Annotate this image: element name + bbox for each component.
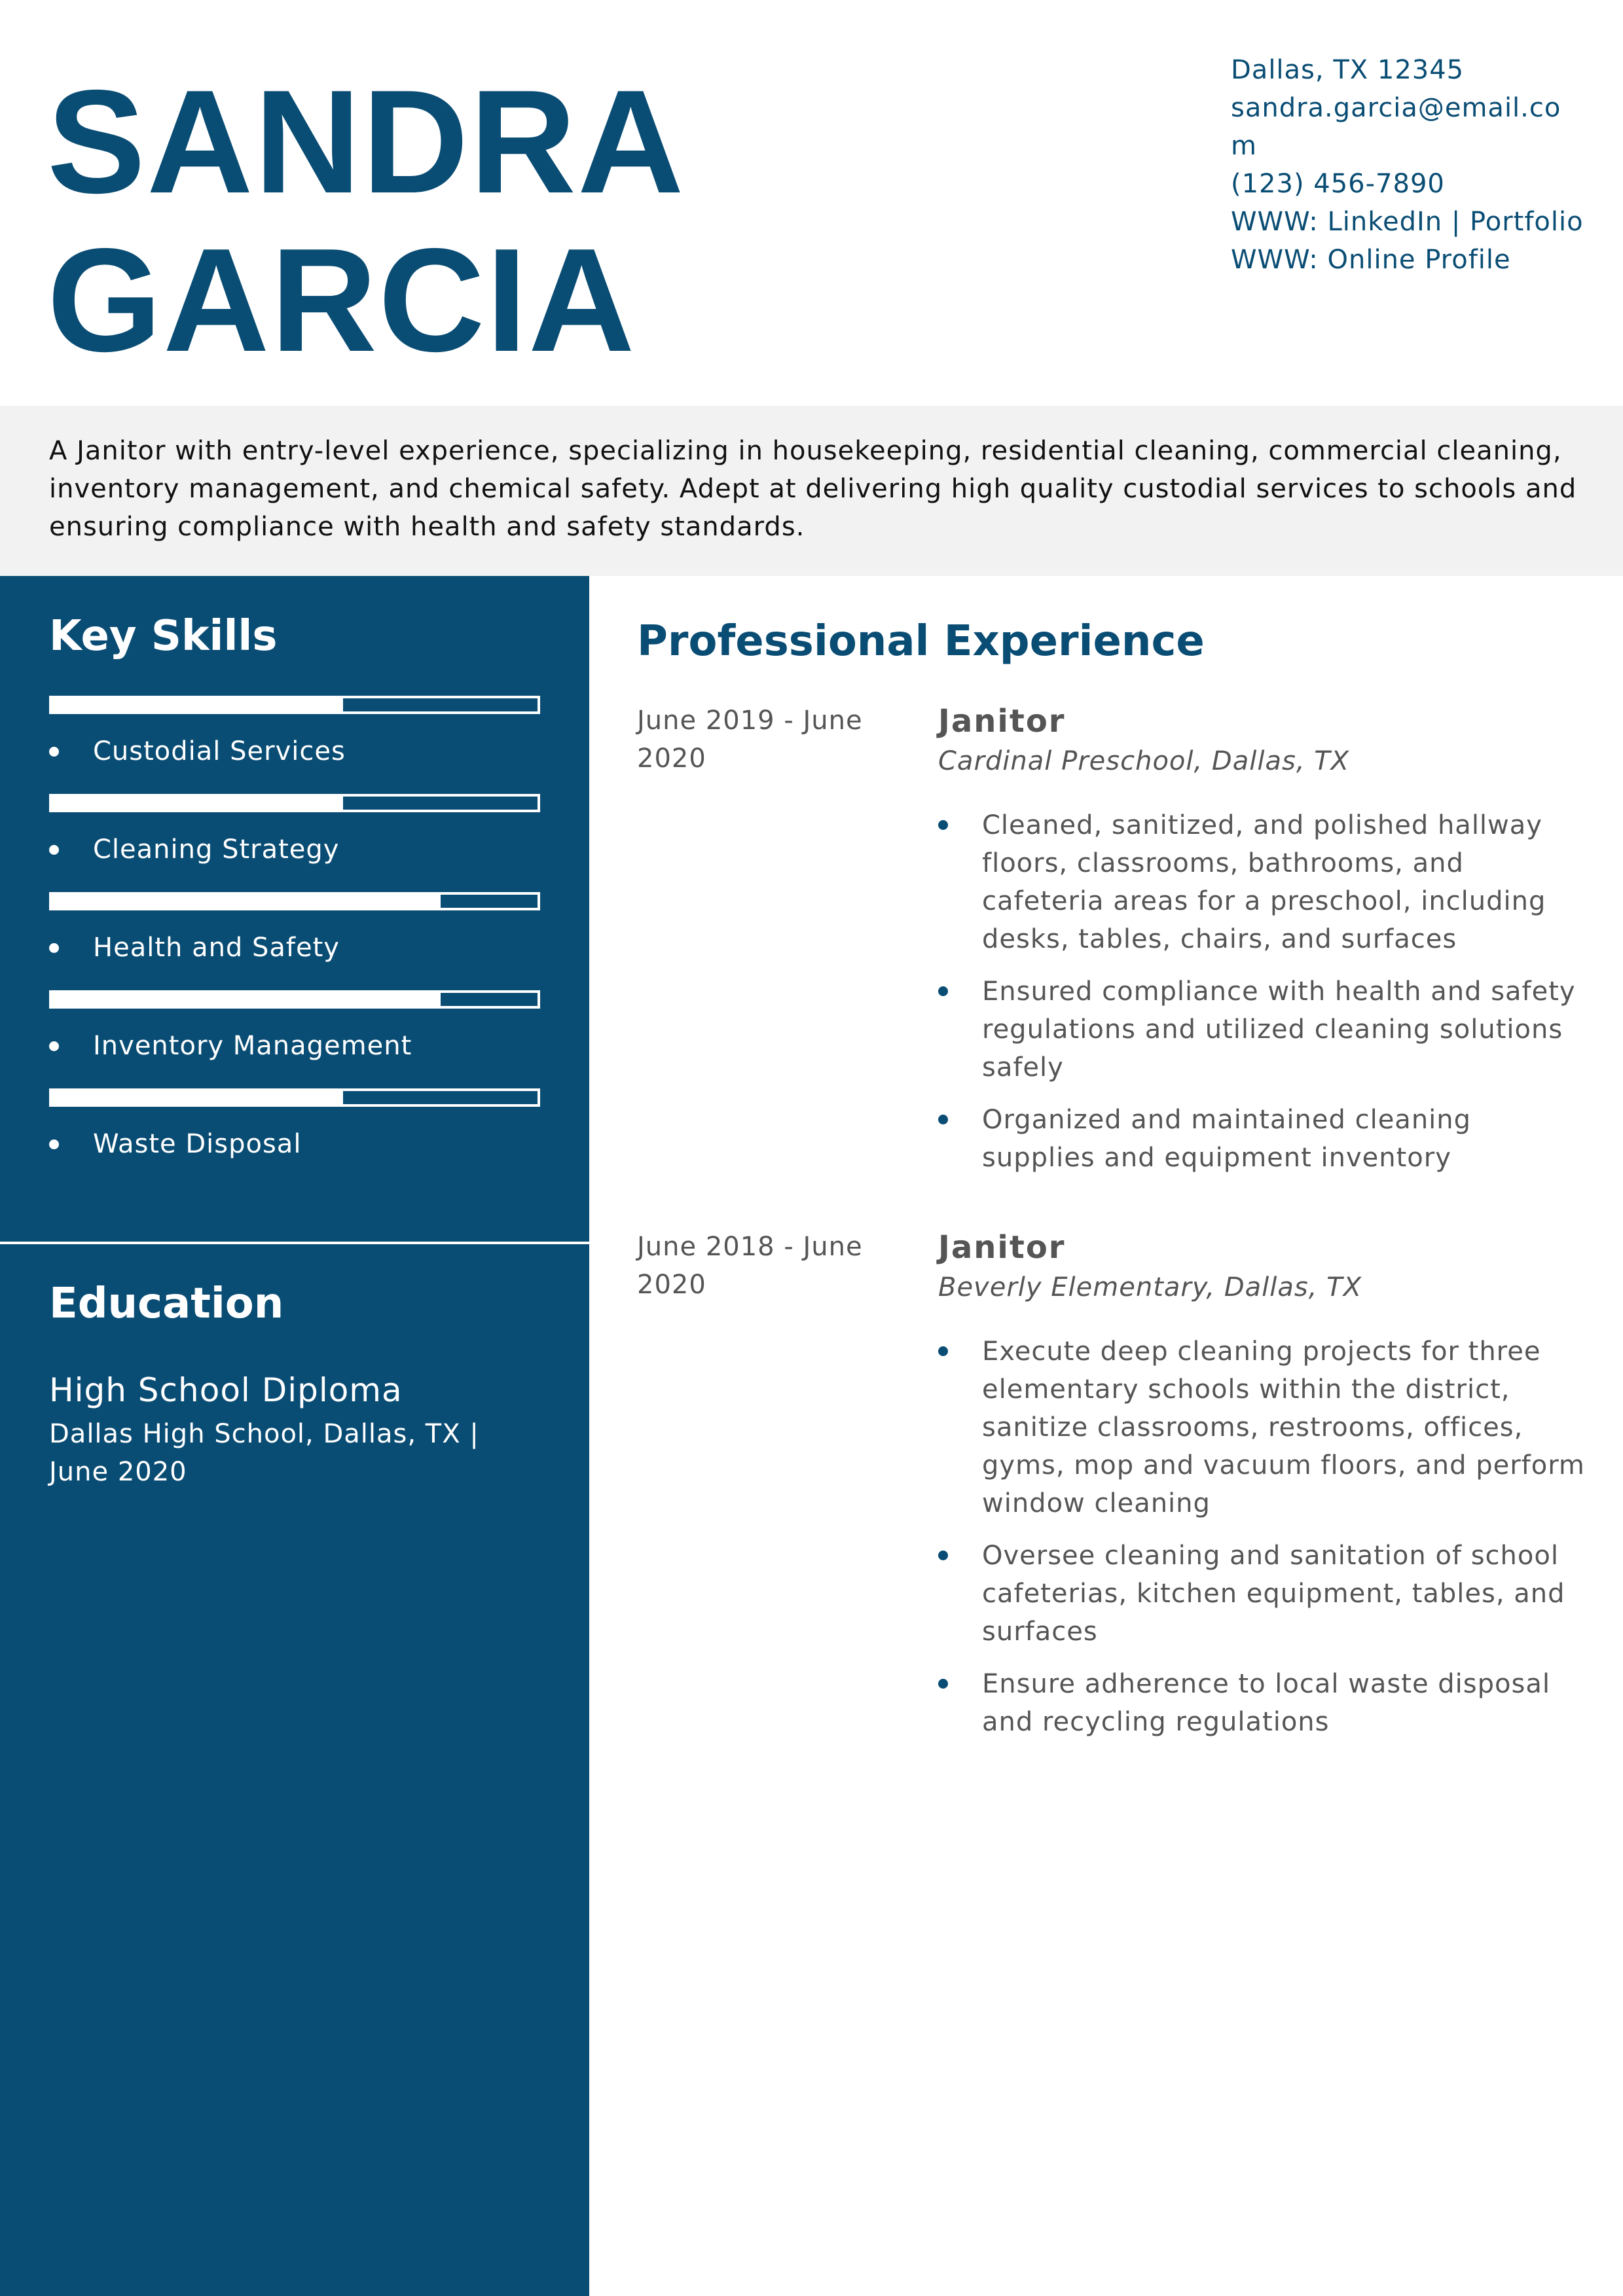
job-title: Janitor	[938, 1229, 1066, 1266]
skill-level-bar	[49, 1088, 540, 1107]
job-bullet	[938, 973, 1586, 1086]
skill-level-bar	[49, 892, 540, 910]
bullet-icon	[49, 1041, 59, 1051]
job-bullet-text: Organized and maintained cleaning supplies and equipment inventory	[982, 1105, 1472, 1173]
job-bullet	[938, 1537, 1586, 1651]
job-bullet-text: Execute deep cleaning projects for three elementary schools within the district, sanitize classrooms, restrooms, offices, gyms, mop and vacuum floors, and perform window cleaning	[982, 1336, 1585, 1518]
job-bullet	[938, 1101, 1586, 1177]
education-school: Dallas High School, Dallas, TX | June 2020	[49, 1419, 479, 1487]
skill-level-fill	[52, 895, 441, 908]
skill-level-fill	[52, 993, 441, 1006]
sidebar	[0, 576, 589, 2296]
job-title: Janitor	[938, 703, 1066, 740]
skill-label: Custodial Services	[93, 736, 346, 766]
job-bullet-text: Ensured compliance with health and safety regulations and utilized cleaning solutions safely	[982, 977, 1576, 1083]
education-heading: Education	[49, 1280, 284, 1328]
summary-text: A Janitor with entry-level experience, specializing in housekeeping, residential cleaning, commercial cleaning, inventory management, and chemical safety. Adept at delivering high quality custodial services to schools and ensuring compliance with health and safety standards.	[49, 436, 1577, 542]
skill-level-bar	[49, 990, 540, 1009]
bullet-icon	[49, 943, 59, 953]
skill-level-fill	[52, 1091, 343, 1104]
skill-level-bar	[49, 696, 540, 714]
bullet-icon	[938, 1551, 948, 1560]
sidebar-divider	[0, 1242, 589, 1244]
job-company: Cardinal Preschool, Dallas, TX	[938, 746, 1350, 776]
contact-info	[1231, 51, 1584, 279]
contact-email[interactable]: sandra.garcia@email.com	[1231, 93, 1561, 161]
job-bullet-text: Cleaned, sanitized, and polished hallway floors, classrooms, bathrooms, and cafeteria areas for a preschool, including desks, tables, chairs, and surfaces	[982, 810, 1546, 954]
skill-label: Waste Disposal	[93, 1129, 302, 1159]
skill-label: Health and Safety	[93, 933, 340, 963]
skill-item	[49, 892, 540, 968]
skill-item	[49, 696, 540, 772]
contact-address: Dallas, TX 12345	[1231, 55, 1465, 85]
job-dates: June 2019 - June 2020	[637, 706, 863, 774]
bullet-icon	[938, 1346, 948, 1356]
bullet-icon	[49, 747, 59, 757]
contact-profile-link[interactable]: WWW: Online Profile	[1231, 245, 1511, 275]
bullet-icon	[938, 1115, 948, 1124]
experience-heading: Professional Experience	[637, 617, 1205, 666]
job-bullet-list	[938, 806, 1586, 1177]
education-degree: High School Diploma	[49, 1371, 403, 1409]
skill-level-fill	[52, 698, 343, 711]
job-bullet	[938, 806, 1586, 958]
summary-section	[0, 406, 1623, 576]
resume-header	[0, 0, 1623, 406]
skill-level-bar	[49, 794, 540, 812]
skill-label: Cleaning Strategy	[93, 834, 340, 865]
skill-item	[49, 990, 540, 1066]
skill-label: Inventory Management	[93, 1031, 412, 1061]
candidate-name	[47, 59, 685, 382]
contact-phone: (123) 456-7890	[1231, 169, 1445, 199]
job-bullet-text: Oversee cleaning and sanitation of school cafeterias, kitchen equipment, tables, and surfaces	[982, 1541, 1565, 1647]
skill-item	[49, 1088, 540, 1164]
name-last: GARCIA	[47, 217, 636, 382]
job-bullet-text: Ensure adherence to local waste disposal and recycling regulations	[982, 1669, 1550, 1737]
job-bullet	[938, 1665, 1586, 1741]
bullet-icon	[938, 986, 948, 996]
job-bullet-list	[938, 1333, 1586, 1741]
skills-heading: Key Skills	[49, 612, 278, 660]
bullet-icon	[938, 820, 948, 830]
job-company: Beverly Elementary, Dallas, TX	[938, 1272, 1362, 1302]
bullet-icon	[938, 1679, 948, 1689]
name-first: SANDRA	[47, 59, 685, 224]
bullet-icon	[49, 845, 59, 855]
contact-linkedin-link[interactable]: WWW: LinkedIn | Portfolio	[1231, 207, 1584, 237]
job-bullet	[938, 1333, 1586, 1522]
skill-level-fill	[52, 797, 343, 810]
skill-item	[49, 794, 540, 870]
job-dates: June 2018 - June 2020	[637, 1232, 863, 1300]
bullet-icon	[49, 1139, 59, 1149]
